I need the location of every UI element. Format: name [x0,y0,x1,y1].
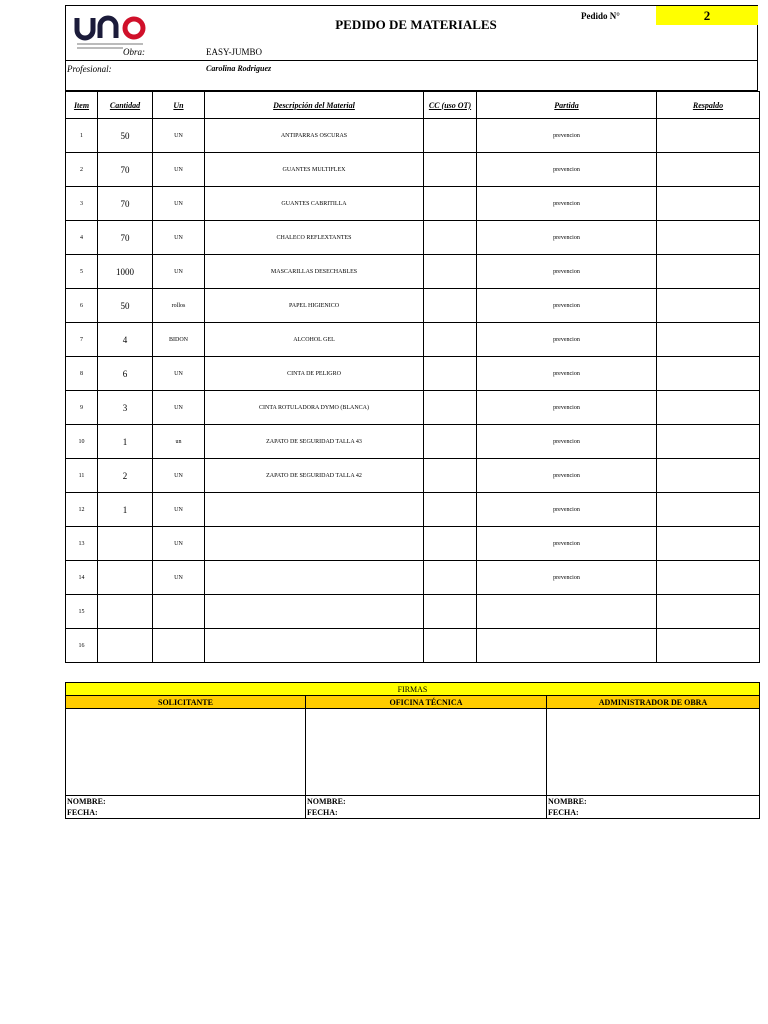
descripcion-cell[interactable]: CINTA ROTULADORA DYMO (BLANCA) [205,391,424,425]
descripcion-cell[interactable]: ZAPATO DE SEGURIDAD TALLA 42 [205,459,424,493]
obra-label: Obra: [123,47,145,57]
signatures-table [65,682,760,819]
cantidad-cell[interactable]: 70 [98,153,153,187]
col-header-un: Un [153,92,205,119]
cc-cell[interactable] [424,391,477,425]
nombre-field-solicitante[interactable]: NOMBRE: [66,796,306,808]
partida-cell[interactable]: prevencion [477,255,657,289]
cc-cell[interactable] [424,595,477,629]
table-row [66,595,760,629]
respaldo-cell[interactable] [657,561,760,595]
partida-cell[interactable]: prevencion [477,153,657,187]
partida-cell[interactable]: prevencion [477,357,657,391]
item-cell: 10 [66,425,98,459]
un-cell[interactable]: UN [153,493,205,527]
respaldo-cell[interactable] [657,119,760,153]
un-cell[interactable]: UN [153,459,205,493]
respaldo-cell[interactable] [657,493,760,527]
partida-cell[interactable] [477,629,657,663]
descripcion-cell[interactable]: GUANTES MULTIFLEX [205,153,424,187]
partida-cell[interactable]: prevencion [477,289,657,323]
table-row [66,221,760,255]
cantidad-cell[interactable]: 1 [98,425,153,459]
partida-cell[interactable]: prevencion [477,425,657,459]
descripcion-cell[interactable]: MASCARILLAS DESECHABLES [205,255,424,289]
table-row [66,357,760,391]
table-row [66,289,760,323]
item-cell: 13 [66,527,98,561]
cc-cell[interactable] [424,187,477,221]
profesional-value[interactable]: Carolina Rodriguez [206,64,272,73]
descripcion-cell[interactable] [205,527,424,561]
cc-cell[interactable] [424,527,477,561]
table-row [66,391,760,425]
item-cell: 1 [66,119,98,153]
item-cell: 12 [66,493,98,527]
partida-cell[interactable]: prevencion [477,527,657,561]
partida-cell[interactable]: prevencion [477,493,657,527]
document-header [65,5,758,61]
table-row [66,255,760,289]
col-header-partida: Partida [477,92,657,119]
item-cell: 11 [66,459,98,493]
un-cell[interactable]: UN [153,391,205,425]
respaldo-cell[interactable] [657,323,760,357]
item-cell: 3 [66,187,98,221]
cc-cell[interactable] [424,493,477,527]
item-cell: 8 [66,357,98,391]
cantidad-cell[interactable]: 1 [98,493,153,527]
respaldo-cell[interactable] [657,289,760,323]
table-row [66,527,760,561]
partida-cell[interactable]: prevencion [477,561,657,595]
item-cell: 4 [66,221,98,255]
un-cell[interactable]: UN [153,561,205,595]
un-cell[interactable]: UN [153,255,205,289]
fecha-field-oficina-tecnica[interactable]: FECHA: [306,807,547,819]
item-cell: 14 [66,561,98,595]
un-cell[interactable] [153,595,205,629]
descripcion-cell[interactable] [205,629,424,663]
nombre-field-administrador[interactable]: NOMBRE: [547,796,760,808]
table-row [66,323,760,357]
cantidad-cell[interactable]: 3 [98,391,153,425]
cc-cell[interactable] [424,255,477,289]
respaldo-cell[interactable] [657,153,760,187]
cantidad-cell[interactable]: 2 [98,459,153,493]
nombre-field-oficina-tecnica[interactable]: NOMBRE: [306,796,547,808]
sig-header-administrador: ADMINISTRADOR DE OBRA [547,696,760,709]
cc-cell[interactable] [424,561,477,595]
un-cell[interactable] [153,629,205,663]
cc-cell[interactable] [424,119,477,153]
descripcion-cell[interactable] [205,493,424,527]
descripcion-cell[interactable]: ANTIPARRAS OSCURAS [205,119,424,153]
cantidad-cell[interactable]: 4 [98,323,153,357]
descripcion-cell[interactable]: GUANTES CABRITILLA [205,187,424,221]
respaldo-cell[interactable] [657,629,760,663]
un-cell[interactable]: UN [153,119,205,153]
descripcion-cell[interactable]: ZAPATO DE SEGURIDAD TALLA 43 [205,425,424,459]
pedido-number[interactable]: 2 [656,6,758,25]
cantidad-cell[interactable] [98,527,153,561]
respaldo-cell[interactable] [657,391,760,425]
col-header-item: Item [66,92,98,119]
partida-cell[interactable] [477,595,657,629]
table-row [66,493,760,527]
item-cell: 5 [66,255,98,289]
obra-value[interactable]: EASY-JUMBO [206,47,263,57]
cantidad-cell[interactable]: 1000 [98,255,153,289]
partida-cell[interactable]: prevencion [477,323,657,357]
cc-cell[interactable] [424,221,477,255]
cantidad-cell[interactable]: 70 [98,221,153,255]
un-cell[interactable]: UN [153,187,205,221]
partida-cell[interactable]: prevencion [477,221,657,255]
signature-box-administrador[interactable] [547,709,760,796]
partida-cell[interactable]: prevencion [477,391,657,425]
cc-cell[interactable] [424,459,477,493]
cc-cell[interactable] [424,289,477,323]
respaldo-cell[interactable] [657,221,760,255]
table-row [66,561,760,595]
respaldo-cell[interactable] [657,357,760,391]
sig-header-oficina-tecnica: OFICINA TÉCNICA [306,696,547,709]
cantidad-cell[interactable]: 6 [98,357,153,391]
descripcion-cell[interactable]: CHALECO REFLEXTANTES [205,221,424,255]
table-row [66,187,760,221]
cc-cell[interactable] [424,357,477,391]
profesional-row [65,61,758,91]
item-cell: 9 [66,391,98,425]
table-header-row [66,92,760,119]
firmas-title: FIRMAS [66,683,760,696]
un-cell[interactable]: UN [153,221,205,255]
fecha-field-administrador[interactable]: FECHA: [547,807,760,819]
col-header-descripcion: Descripción del Material [205,92,424,119]
item-cell: 2 [66,153,98,187]
cc-cell[interactable] [424,425,477,459]
cc-cell[interactable] [424,629,477,663]
un-cell[interactable]: un [153,425,205,459]
un-cell[interactable]: UN [153,357,205,391]
un-cell[interactable]: BIDON [153,323,205,357]
un-cell[interactable]: rollos [153,289,205,323]
item-cell: 6 [66,289,98,323]
pedido-label: Pedido N° [581,11,620,21]
cantidad-cell[interactable]: 50 [98,289,153,323]
un-cell[interactable]: UN [153,153,205,187]
col-header-respaldo: Respaldo [657,92,760,119]
respaldo-cell[interactable] [657,527,760,561]
partida-cell[interactable]: prevencion [477,459,657,493]
document-title: PEDIDO DE MATERIALES [335,17,497,32]
descripcion-cell[interactable] [205,595,424,629]
descripcion-cell[interactable]: CINTA DE PELIGRO [205,357,424,391]
materials-table-body [66,119,760,663]
company-logo [73,12,153,52]
fecha-field-solicitante[interactable]: FECHA: [66,807,306,819]
descripcion-cell[interactable]: ALCOHOL GEL [205,323,424,357]
item-cell: 15 [66,595,98,629]
respaldo-cell[interactable] [657,459,760,493]
table-row [66,425,760,459]
col-header-cc: CC (uso OT) [424,92,477,119]
col-header-cantidad: Cantidad [98,92,153,119]
table-row [66,153,760,187]
materials-table [65,91,760,663]
item-cell: 7 [66,323,98,357]
item-cell: 16 [66,629,98,663]
partida-cell[interactable]: prevencion [477,119,657,153]
respaldo-cell[interactable] [657,425,760,459]
descripcion-cell[interactable] [205,561,424,595]
respaldo-cell[interactable] [657,187,760,221]
profesional-label: Profesional: [67,64,112,74]
cantidad-cell[interactable]: 70 [98,187,153,221]
table-row [66,459,760,493]
cantidad-cell[interactable] [98,595,153,629]
cc-cell[interactable] [424,153,477,187]
cantidad-cell[interactable]: 50 [98,119,153,153]
un-cell[interactable]: UN [153,527,205,561]
signature-box-solicitante[interactable] [66,709,306,796]
descripcion-cell[interactable]: PAPEL HIGIENICO [205,289,424,323]
table-row [66,119,760,153]
table-row [66,629,760,663]
partida-cell[interactable]: prevencion [477,187,657,221]
cc-cell[interactable] [424,323,477,357]
signature-box-oficina-tecnica[interactable] [306,709,547,796]
respaldo-cell[interactable] [657,255,760,289]
respaldo-cell[interactable] [657,595,760,629]
sig-header-solicitante: SOLICITANTE [66,696,306,709]
cantidad-cell[interactable] [98,629,153,663]
cantidad-cell[interactable] [98,561,153,595]
